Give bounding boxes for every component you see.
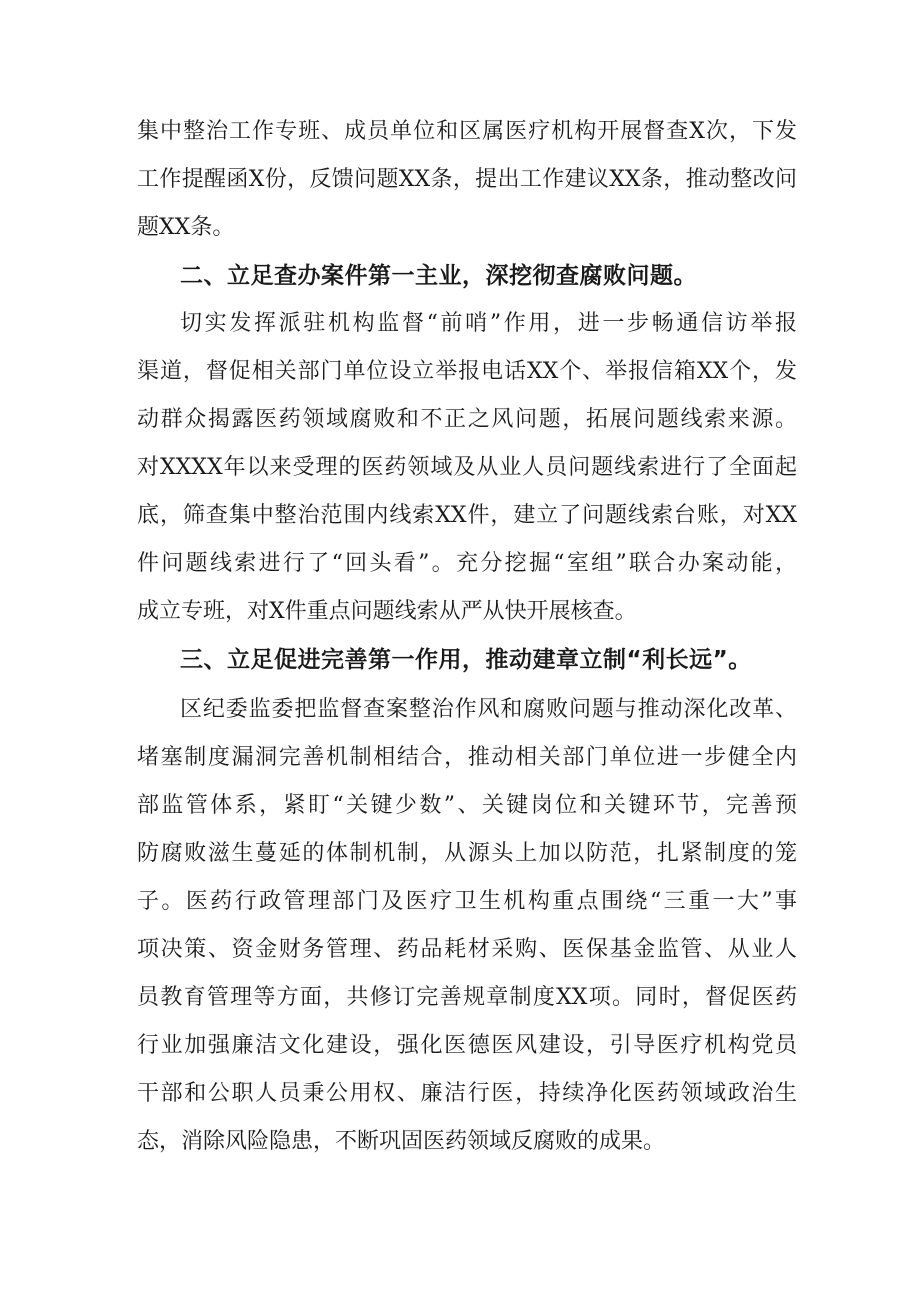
para2-line-7: 成立专班，对X件重点问题线索从严从快开展核查。 bbox=[137, 599, 637, 624]
para3-line-7: 员教育管理等方面，共修订完善规章制度XX项。同时，督促医药 bbox=[137, 985, 797, 1010]
para3-line-9: 干部和公职人员秉公用权、廉洁行医，持续净化医药领域政治生 bbox=[137, 1081, 797, 1106]
para3-line-2: 堵塞制度漏洞完善机制相结合，推动相关部门单位进一步健全内 bbox=[137, 745, 797, 770]
para2-line-4: 对XXXX年以来受理的医药领域及从业人员问题线索进行了全面起 bbox=[137, 455, 797, 480]
para3-line-4: 防腐败滋生蔓延的体制机制，从源头上加以防范，扎紧制度的笼 bbox=[137, 841, 797, 866]
para3-line-3: 部监管体系，紧盯“关键少数”、关键岗位和关键环节，完善预 bbox=[137, 793, 797, 818]
para3-line-5: 子。医药行政管理部门及医疗卫生机构重点围绕“三重一大”事 bbox=[137, 889, 797, 914]
para2-line-3: 动群众揭露医药领域腐败和不正之风问题，拓展问题线索来源。 bbox=[137, 407, 797, 432]
section-heading-2: 二、立足查办案件第一主业，深挖彻查腐败问题。 bbox=[180, 263, 697, 289]
para2-line-6: 件问题线索进行了“回头看”。充分挖掘“室组”联合办案动能， bbox=[137, 551, 797, 576]
section-heading-3: 三、立足促进完善第一作用，推动建章立制“利长远”。 bbox=[180, 647, 752, 673]
para2-line-1: 切实发挥派驻机构监督“前哨”作用，进一步畅通信访举报 bbox=[180, 311, 797, 336]
para3-line-10: 态，消除风险隐患，不断巩固医药领域反腐败的成果。 bbox=[137, 1129, 666, 1154]
para2-line-5: 底，筛查集中整治范围内线索XX件，建立了问题线索台账，对XX bbox=[137, 503, 797, 528]
para1-line-2: 工作提醒函X份，反馈问题XX条，提出工作建议XX条，推动整改问 bbox=[137, 167, 797, 192]
para3-line-6: 项决策、资金财务管理、药品耗材采购、医保基金监管、从业人 bbox=[137, 937, 797, 962]
para3-line-8: 行业加强廉洁文化建设，强化医德医风建设，引导医疗机构党员 bbox=[137, 1033, 797, 1058]
para1-line-1: 集中整治工作专班、成员单位和区属医疗机构开展督查X次，下发 bbox=[137, 119, 797, 144]
para3-line-1: 区纪委监委把监督查案整治作风和腐败问题与推动深化改革、 bbox=[180, 697, 797, 722]
para1-line-3: 题XX条。 bbox=[137, 215, 235, 240]
para2-line-2: 渠道，督促相关部门单位设立举报电话XX个、举报信箱XX个，发 bbox=[137, 359, 797, 384]
